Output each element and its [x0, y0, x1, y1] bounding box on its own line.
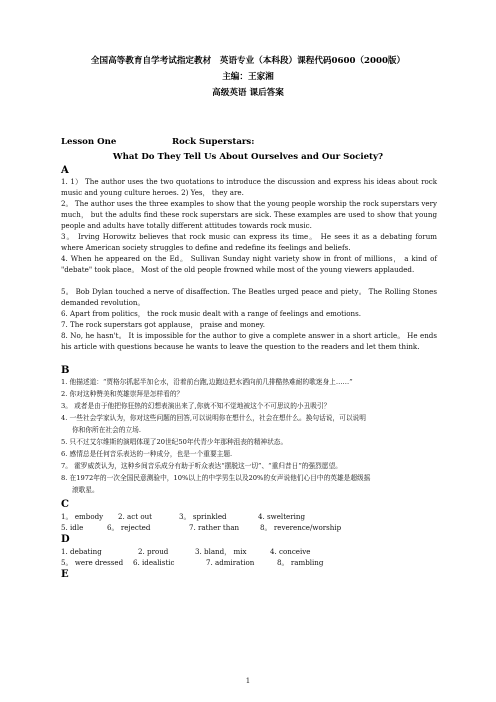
answer-c-item: 2. act out [118, 512, 153, 521]
answer-d-item: 1. debating [61, 547, 102, 556]
answer-b-7: 7。 霍罗威茨认为，这种乡间音乐成分有助于听众表达“摆脱这一切”、“重归昔日”的强烈愿望。 [61, 462, 342, 470]
answer-a-7: 7. The rock superstars got applause， praise and money. [61, 320, 265, 329]
document-title: 全国高等教育自学考试指定教材 英语专业（本科段）课程代码0600（2000版） [90, 56, 406, 66]
answer-c-item: 8。 reverence/worship [260, 523, 342, 532]
answer-b-5: 5. 只不过艾尔维斯的演唱体现了20世纪50年代青少年那种沮丧的精神状态。 [61, 438, 288, 446]
answer-c-item: 1。 embody [61, 512, 104, 521]
section-b-heading: B [61, 365, 70, 376]
answer-c-item: 5. idle [61, 523, 84, 532]
answer-a-5: 5。 Bob Dylan touched a nerve of disaffection. The Beatles urged peace and piety。 The Rolling Stones demanded revolution。 [61, 287, 437, 307]
answer-d-item: 2. proud [138, 547, 169, 556]
answer-a-4: 4. When he appeared on the Ed。 Sullivan Sunday night variety show in front of millions， a kind of "debate" took place。 Most of the old people frowned while most of the young viewers applauded. [61, 254, 437, 274]
answer-c-row [61, 511, 441, 522]
answer-a-3: 3。 Irving Horowitz believes that rock music can express its time。 He sees it as a debating forum where American society struggles to define and redefine its feelings and beliefs. [61, 232, 437, 252]
answer-a-6: 6. Apart from politics， the rock music dealt with a range of feelings and emotions. [61, 309, 361, 318]
answer-b-2: 2. 你对这种赞美和英雄崇拜是怎样看的？ [61, 390, 184, 398]
answer-c-row [61, 522, 441, 533]
section-c-heading: C [61, 499, 69, 510]
answer-d-row [61, 557, 441, 568]
answer-b-6: 6. 感情总是任何音乐表达的一种成分，也是一个重要主题. [61, 450, 233, 458]
answer-c-item: 6。 rejected [107, 523, 151, 532]
editor-line: 主编：王家湘 [222, 72, 274, 82]
answer-b-3: 3。 或者是由于他把你狂热的幻想表演出来了,你就不知不觉地被这个不可思议的小丑吸引？ [61, 402, 331, 410]
lesson-label: Lesson One [61, 137, 117, 147]
answer-b-8-cont: 滚歌星。 [72, 486, 99, 494]
document-subtitle: 高级英语 课后答案 [212, 88, 284, 98]
answer-d-item: 4. conceive [270, 547, 311, 556]
answer-d-item: 7. admiration [206, 558, 255, 567]
answer-d-row [61, 546, 441, 557]
answer-a-8: 8. No, he hasn't。 It is impossible for the author to give a complete answer in a short article。 He ends his article with questions because he wants to leave the question to the readers and let them think. [61, 331, 437, 351]
answer-a-1: 1. 1） The author uses the two quotations to introduce the discussion and express his ideas about rock music and young culture heroes. 2) Yes， they are. [61, 177, 437, 197]
page-number: 1 [245, 677, 251, 685]
lesson-subtitle: What Do They Tell Us About Ourselves and Our Society? [112, 152, 384, 162]
answer-b-4: 4. 一些社会学家认为，你对这些问题的回答,可以说明你在想什么，社会在想什么。换句话说，可以说明 [61, 414, 366, 422]
answer-b-4-cont: 你和你所在社会的立场. [72, 426, 141, 434]
answer-c-item: 7. rather than [189, 523, 240, 532]
answer-d-item: 6. idealistic [133, 558, 175, 567]
answer-b-8: 8. 在1972年的一次全国民意测验中，10%以上的中学男生以及20%的女声说他们心目中的英雄是超级摇 [61, 474, 371, 482]
section-d-heading: D [61, 534, 70, 545]
answer-d-item: 3. bland， mix [195, 547, 247, 556]
answer-d-item: 8。 rambling [277, 558, 324, 567]
answer-c-item: 3。 sprinkled [179, 512, 227, 521]
section-e-heading: E [61, 569, 69, 580]
lesson-title: Rock Superstars: [172, 137, 255, 147]
answer-d-item: 5。 were dressed [61, 558, 124, 567]
section-a-heading: A [61, 165, 69, 176]
answer-c-item: 4. sweltering [258, 512, 306, 521]
answer-b-1: 1. 他描述道：“贾格尔抓起半加仑水，沿着前台跑,边跑边把水洒向前几排酷热难耐的歌迷身上……” [61, 378, 353, 386]
answer-a-2: 2。 The author uses the three examples to show that the young people worship the rock superstars very much， but the adults find these rock superstars are sick. These examples are used to show that young people and adults have totally different attitudes towards rock music. [61, 199, 437, 230]
